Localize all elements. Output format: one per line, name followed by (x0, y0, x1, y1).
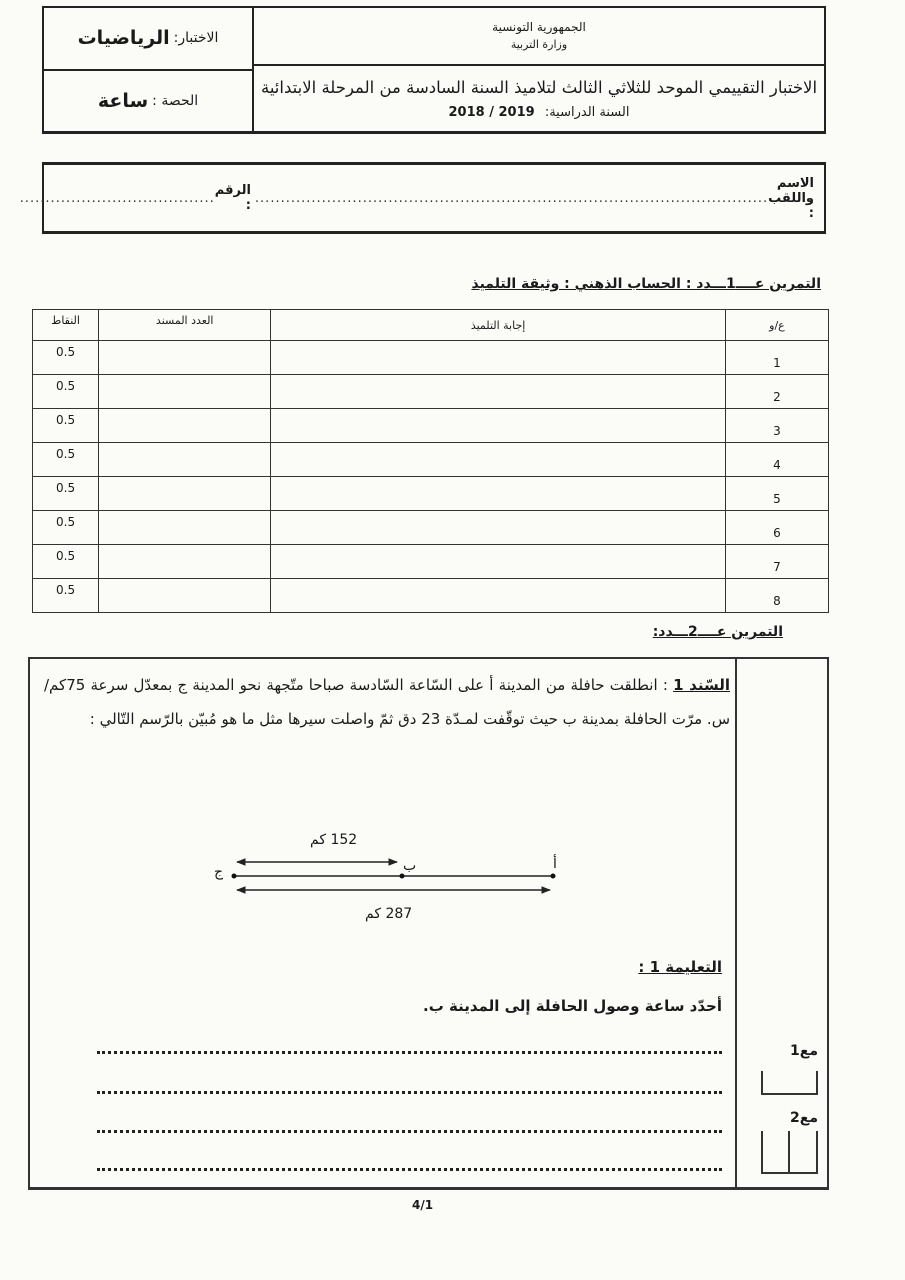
number-label: الرقم : (214, 183, 251, 213)
table-row (33, 341, 829, 375)
answer-line[interactable] (97, 1130, 722, 1133)
distance-cb-label: 152 كم (310, 832, 358, 848)
duration-label: الحصة : (152, 92, 199, 109)
given-number-cell[interactable] (99, 579, 271, 613)
criterion-1-score-box[interactable] (761, 1071, 818, 1095)
table-row (33, 579, 829, 613)
student-answer-cell[interactable] (271, 545, 726, 579)
answer-line[interactable] (97, 1051, 722, 1054)
points-cell: 0.5 (33, 579, 99, 613)
mental-math-table (32, 309, 829, 613)
points-cell: 0.5 (33, 545, 99, 579)
country-name: الجمهورية التونسية (492, 20, 586, 34)
student-answer-cell[interactable] (271, 579, 726, 613)
student-info-box (19, 162, 826, 234)
name-field[interactable]: .................................................................................................... (254, 190, 769, 206)
table-header-row (33, 310, 829, 341)
table-row (33, 545, 829, 579)
distance-diagram (200, 820, 580, 940)
answer-line[interactable] (97, 1168, 722, 1171)
number-field[interactable]: ...................................... (19, 190, 215, 206)
points-cell: 0.5 (33, 375, 99, 409)
points-cell: 0.5 (33, 409, 99, 443)
subject-label: الاختبار: (173, 30, 219, 47)
exam-title: الاختبار التقييمي الموحد للثلاثي الثالث لتلاميذ السنة السادسة من المرحلة الابتدائية (260, 77, 818, 97)
table-row (33, 511, 829, 545)
exercise2-title: التمرين عــــ2ـــدد: (652, 624, 783, 640)
student-answer-cell[interactable] (271, 341, 726, 375)
header-student-answer: إجابة التلميذ (271, 310, 726, 341)
given-number-cell[interactable] (99, 375, 271, 409)
ministry-name: وزارة التربية (510, 38, 568, 51)
row-number: 2 (725, 375, 828, 409)
school-year (449, 105, 630, 120)
answer-line[interactable] (97, 1091, 722, 1094)
criterion-1-label: مع1 (790, 1043, 818, 1059)
point-a-marker (551, 874, 556, 879)
name-label: الاسم واللقب : (768, 175, 814, 221)
points-cell: 0.5 (33, 443, 99, 477)
distance-ca-label: 287 كم (365, 906, 413, 922)
document-1-text (44, 668, 730, 736)
given-number-cell[interactable] (99, 511, 271, 545)
duration-value: ساعة (97, 89, 149, 112)
row-number: 3 (725, 409, 828, 443)
table-row (33, 409, 829, 443)
given-number-cell[interactable] (99, 545, 271, 579)
given-number-cell[interactable] (99, 477, 271, 511)
points-cell: 0.5 (33, 341, 99, 375)
student-answer-cell[interactable] (271, 375, 726, 409)
page-number: 4/1 (412, 1198, 434, 1212)
student-answer-cell[interactable] (271, 477, 726, 511)
row-number: 5 (725, 477, 828, 511)
document-1-label: السّند 1 (673, 676, 730, 694)
point-b-marker (400, 874, 405, 879)
given-number-cell[interactable] (99, 341, 271, 375)
table-row (33, 443, 829, 477)
school-year-value: 2018 / 2019 (448, 104, 535, 120)
point-b-label: ب (403, 858, 417, 874)
points-cell: 0.5 (33, 511, 99, 545)
instruction-1-text: أحدّد ساعة وصول الحافلة إلى المدينة ب. (423, 997, 722, 1015)
header-authority (254, 8, 824, 66)
point-c-label: ج (214, 864, 224, 880)
header-title-panel (254, 8, 824, 131)
given-number-cell[interactable] (99, 443, 271, 477)
point-c-marker (232, 874, 237, 879)
subject-cell (44, 8, 252, 69)
header-exam-info (254, 66, 824, 131)
subject-value: الرياضيات (77, 27, 170, 50)
header-given-number: العدد المسند (99, 310, 271, 341)
table-row (33, 375, 829, 409)
instruction-1-title: التعليمة 1 : (638, 958, 722, 976)
row-number: 4 (725, 443, 828, 477)
student-answer-cell[interactable] (271, 443, 726, 477)
criterion-2-label: مع2 (790, 1110, 818, 1126)
student-answer-cell[interactable] (271, 409, 726, 443)
given-number-cell[interactable] (99, 409, 271, 443)
row-number: 6 (725, 511, 828, 545)
row-number: 1 (725, 341, 828, 375)
header-subject-panel (44, 8, 254, 131)
duration-cell (44, 69, 252, 132)
table-row (33, 477, 829, 511)
exercise1-title: التمرين عــــ1ـــدد : الحساب الذهني : وثيقة التلميذ (471, 276, 821, 292)
student-answer-cell[interactable] (271, 511, 726, 545)
row-number: 8 (725, 579, 828, 613)
school-year-label: السنة الدراسية: (544, 104, 630, 120)
criteria-column-divider (735, 657, 737, 1190)
point-a-label: أ (553, 856, 557, 872)
exam-header (42, 6, 826, 134)
document-1-body: : انطلقت حافلة من المدينة أ على السّاعة السّادسة صباحا متّجهة نحو المدينة ج بمعدّل سرعة 75كم/س. مرّت الحافلة بمدينة ب حيث توقّفت لمـدّة 23 دق ثمّ واصلت سيرها مثل ما هو مُبيّن بالرّسم التّالي : (44, 676, 730, 728)
header-number: ع/و (725, 310, 828, 341)
points-cell: 0.5 (33, 477, 99, 511)
criterion-2-split (788, 1131, 790, 1174)
header-points: النقاط (33, 310, 99, 341)
row-number: 7 (725, 545, 828, 579)
